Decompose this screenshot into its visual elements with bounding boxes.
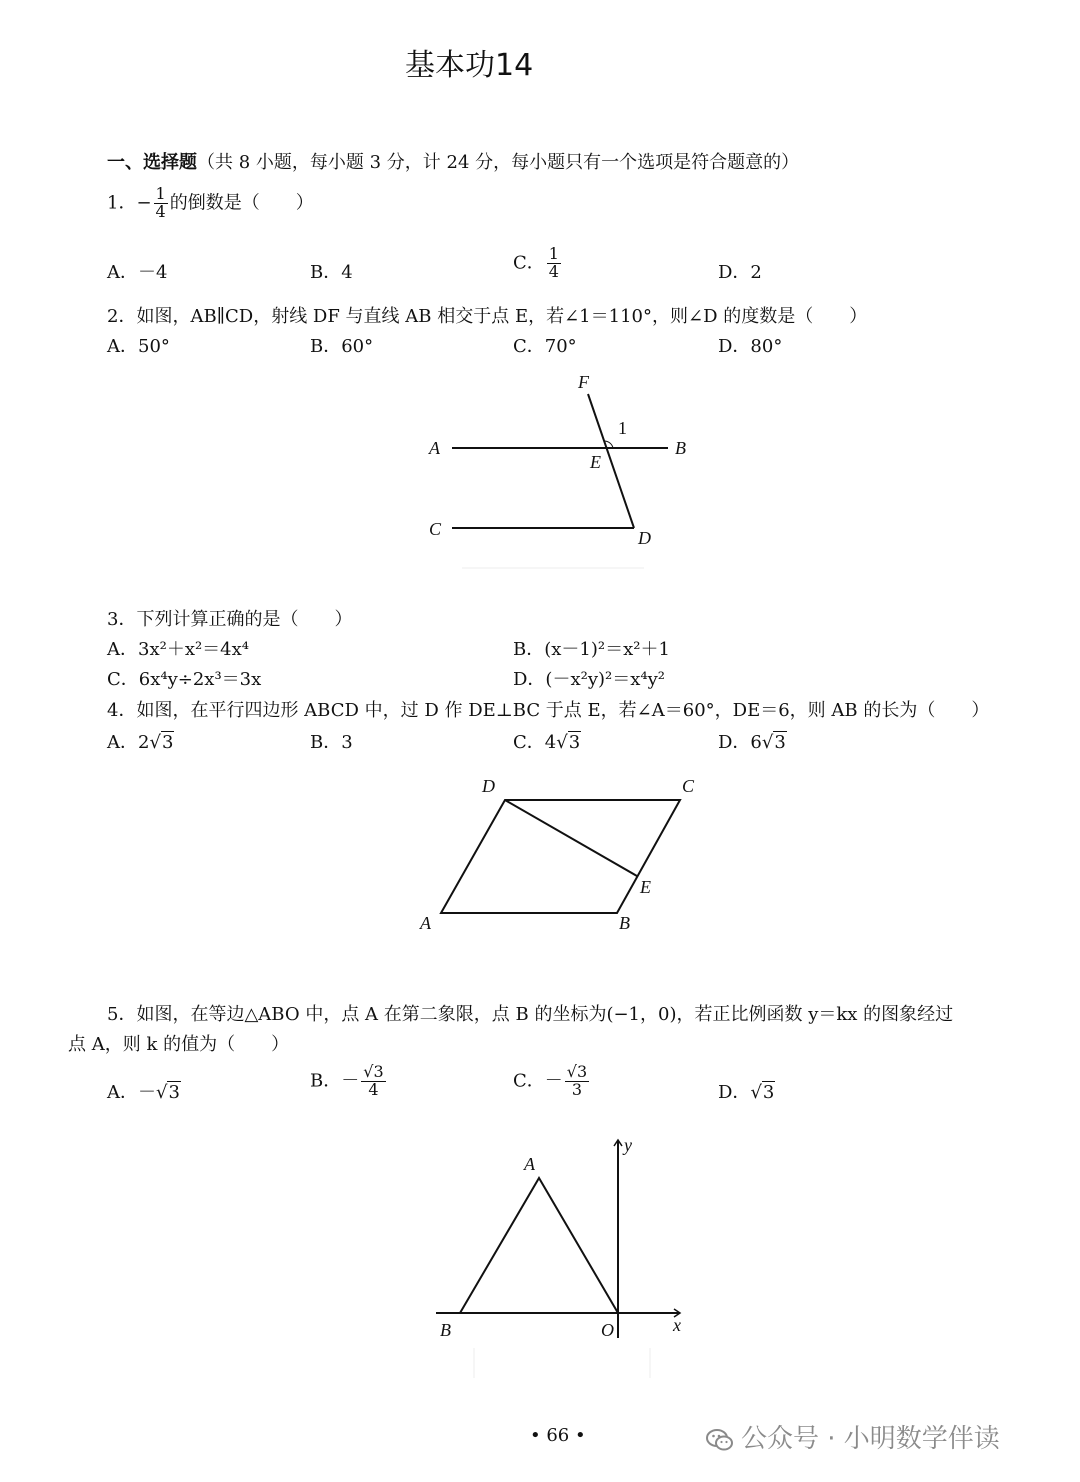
q1-option-d: D．2	[718, 262, 762, 283]
q5-b-num: √3	[363, 1062, 384, 1081]
page-number: • 66 •	[530, 1425, 586, 1446]
question-2-stem: 2．如图，AB∥CD，射线 DF 与直线 AB 相交于点 E，若∠1＝110°，则∠D 的度数是（ ）	[107, 306, 868, 327]
q5-c-label: C．－	[513, 1070, 563, 1092]
q1-number: 1．	[107, 192, 137, 214]
q2-option-a: A．50°	[107, 336, 170, 357]
q4-a-sqrt: √3	[149, 732, 174, 753]
q2-option-c: C．70°	[513, 336, 577, 357]
q5-b-den: 4	[368, 1079, 379, 1099]
q3-option-c: C．6x⁴y÷2x³＝3x	[107, 669, 262, 690]
label-a: A	[429, 438, 440, 458]
label-b: B	[675, 438, 686, 458]
q3-option-d: D．(－x²y)²＝x⁴y²	[513, 669, 665, 690]
label-y: y	[624, 1135, 632, 1155]
q4-a-radicand: 3	[161, 732, 174, 753]
triangle-abo	[460, 1178, 618, 1313]
watermark-text: 公众号 · 小明数学伴读	[741, 1424, 1000, 1454]
q5-b-radicand: 3	[373, 1062, 384, 1081]
q5-d-label: D．	[718, 1082, 751, 1103]
label-angle-1: 1	[618, 418, 627, 438]
q1-c-den: 4	[548, 261, 559, 281]
q5-a-radicand: 3	[168, 1082, 180, 1103]
q5-d-radicand: 3	[762, 1082, 775, 1103]
q3-option-a: A．3x²＋x²＝4x⁴	[107, 639, 250, 660]
q1-option-a: A．－4	[107, 262, 168, 283]
question-3-stem: 3．下列计算正确的是（ ）	[107, 609, 353, 630]
q5-a-label: A．－	[107, 1082, 156, 1103]
q4-d-radicand: 3	[774, 732, 786, 753]
section-title: 一、选择题	[107, 152, 197, 173]
label-a: A	[524, 1154, 535, 1174]
q1-option-c-label: C．	[513, 252, 545, 274]
q2-option-b: B．60°	[310, 336, 374, 357]
q5-c-den: 3	[571, 1079, 583, 1099]
question-4-stem: 4．如图，在平行四边形 ABCD 中，过 D 作 DE⊥BC 于点 E，若∠A＝60°，DE＝6，则 AB 的长为（ ）	[107, 700, 990, 721]
label-b: B	[440, 1320, 451, 1340]
wechat-icon	[705, 1427, 735, 1453]
q4-c-label: C．4	[513, 732, 557, 753]
label-e: E	[640, 877, 651, 897]
label-f: F	[578, 372, 589, 392]
q4-a-label: A．2	[107, 732, 150, 753]
q4-option-b: B．3	[310, 732, 353, 753]
q1-sign: −	[136, 192, 152, 214]
label-b: B	[619, 913, 630, 933]
page-title: 基本功14	[405, 48, 534, 83]
q5-c-radicand: 3	[576, 1062, 588, 1081]
question-5-stem-line-2: 点 A，则 k 的值为（ ）	[68, 1034, 290, 1055]
q1-text: 的倒数是（ ）	[169, 192, 314, 214]
q1-frac-den: 4	[155, 201, 166, 221]
label-d: D	[638, 528, 651, 548]
q5-b-label: B．－	[310, 1070, 360, 1092]
question-5-stem-line-1: 5．如图，在等边△ABO 中，点 A 在第二象限，点 B 的坐标为(−1，0)，若正比例函数 y＝kx 的图象经过	[107, 1004, 954, 1025]
section-note: （共 8 小题，每小题 3 分，计 24 分，每小题只有一个选项是符合题意的）	[197, 152, 800, 173]
q5-a-sqrt: √3	[156, 1082, 180, 1103]
q3-option-b: B．(x－1)²＝x²＋1	[513, 639, 670, 660]
label-x: x	[673, 1315, 681, 1335]
label-c: C	[429, 519, 442, 539]
label-e: E	[590, 452, 601, 472]
q4-c-radicand: 3	[568, 732, 581, 753]
label-a: A	[420, 913, 431, 933]
q4-d-label: D．6	[718, 732, 762, 753]
q4-c-sqrt: √3	[556, 732, 581, 753]
label-o: O	[601, 1320, 614, 1340]
q1-c-num: 1	[548, 244, 559, 263]
q5-d-sqrt: √3	[750, 1082, 775, 1103]
q5-c-num: √3	[566, 1062, 588, 1081]
label-d: D	[482, 776, 495, 796]
q4-d-sqrt: √3	[761, 732, 786, 753]
label-c: C	[682, 776, 695, 796]
q2-option-d: D．80°	[718, 336, 783, 357]
watermark	[705, 1418, 1000, 1455]
q1-option-b: B．4	[310, 262, 353, 283]
q1-frac-num: 1	[155, 184, 166, 203]
